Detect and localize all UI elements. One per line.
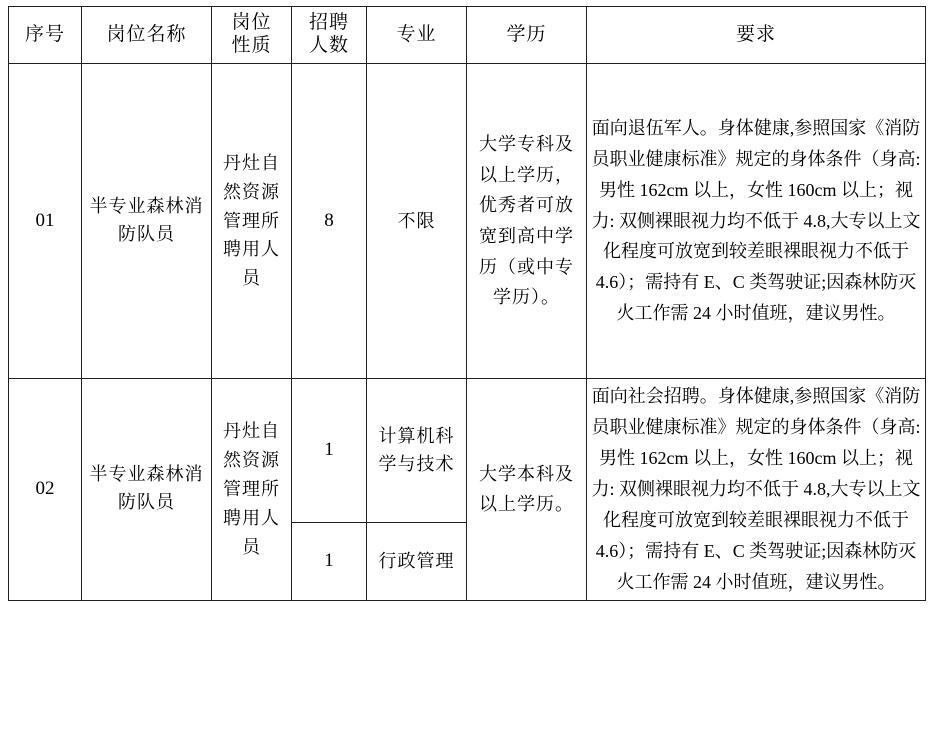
row-requirement: 面向退伍军人。身体健康,参照国家《消防员职业健康标准》规定的身体条件（身高: 男性 162cm 以上，女性 160cm 以上；视力: 双侧裸眼视力均不低于 4.8,大专以上文化程度可放宽到较差眼裸眼视力不低于 4.6）；需持有 E、C 类驾驶证;因森林防灭火工作需 24 小时值班，建议男性。 [587, 64, 926, 379]
header-major: 专业 [367, 7, 467, 64]
row-seq: 02 [9, 379, 82, 601]
row-count: 8 [292, 64, 367, 379]
table-header-row [9, 7, 926, 64]
row-requirement: 面向社会招聘。身体健康,参照国家《消防员职业健康标准》规定的身体条件（身高: 男性 162cm 以上，女性 160cm 以上；视力: 双侧裸眼视力均不低于 4.8,大专以上文化程度可放宽到较差眼裸眼视力不低于 4.6）；需持有 E、C 类驾驶证;因森林防灭火工作需 24 小时值班，建议男性。 [587, 379, 926, 601]
recruitment-table [8, 6, 926, 601]
row-count: 1 [292, 522, 367, 600]
header-type-line2: 性质 [231, 35, 272, 56]
header-count [292, 7, 367, 64]
row-position-type: 丹灶自然资源管理所聘用人员 [212, 64, 292, 379]
header-count-line1: 招聘 [308, 12, 349, 34]
row-position-type: 丹灶自然资源管理所聘用人员 [212, 379, 292, 601]
table-row [9, 64, 926, 379]
row-seq: 01 [9, 64, 82, 379]
header-type-line1: 岗位 [231, 12, 272, 34]
row-position-name: 半专业森林消防队员 [82, 379, 212, 601]
header-education: 学历 [467, 7, 587, 64]
row-major: 行政管理 [367, 522, 467, 600]
header-requirement: 要求 [587, 7, 926, 64]
row-count: 1 [292, 379, 367, 523]
header-type [212, 7, 292, 64]
header-seq: 序号 [9, 7, 82, 64]
header-count-line2: 人数 [308, 35, 349, 56]
row-major: 不限 [367, 64, 467, 379]
row-major: 计算机科学与技术 [367, 379, 467, 523]
row-position-name: 半专业森林消防队员 [82, 64, 212, 379]
table-row [9, 379, 926, 523]
row-education: 大学本科及以上学历。 [467, 379, 587, 601]
row-education: 大学专科及以上学历，优秀者可放宽到高中学历（或中专学历）。 [467, 64, 587, 379]
header-name: 岗位名称 [82, 7, 212, 64]
